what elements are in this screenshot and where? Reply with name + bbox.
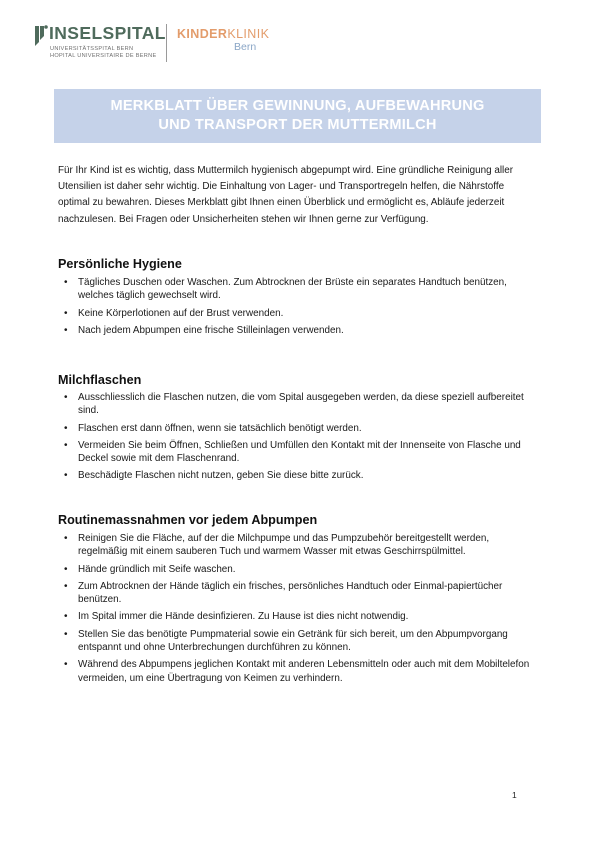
list-item-text: Vermeiden Sie beim Öffnen, Schließen und Umfüllen den Kontakt mit der Innenseite von Flasche und Deckel sowie mit dem Flaschenrand. xyxy=(78,439,521,465)
list-item-text: Im Spital immer die Hände desinfizieren. Zu Hause ist dies nicht notwendig. xyxy=(78,611,409,623)
clinic-city: Bern xyxy=(234,41,257,53)
list-item-text: Flaschen erst dann öffnen, wenn sie tatsächlich benötigt werden. xyxy=(78,422,362,434)
section-list-routine xyxy=(58,532,538,689)
section-list-bottles xyxy=(58,391,538,487)
bullet-icon: • xyxy=(64,307,68,319)
header-divider xyxy=(166,24,167,62)
list-item-text: Nach jedem Abpumpen eine frische Stilleinlagen verwenden. xyxy=(78,324,344,336)
list-item xyxy=(58,469,538,482)
list-item-text: Hände gründlich mit Seife waschen. xyxy=(78,563,236,575)
inselspital-logo-icon xyxy=(34,24,48,48)
list-item-text: Stellen Sie das benötigte Pumpmaterial sowie ein Getränk für sich bereit, um den Abpumpvorgang entspannt und ohne Unterbrechungen durchführen zu können. xyxy=(78,628,508,654)
document-title-line-2: UND TRANSPORT DER MUTTERMILCH xyxy=(158,117,437,133)
bullet-icon: • xyxy=(64,422,68,434)
bullet-icon: • xyxy=(64,563,68,575)
document-title-box xyxy=(54,89,541,143)
bullet-icon: • xyxy=(64,659,68,671)
list-item-text: Beschädigte Flaschen nicht nutzen, geben Sie diese bitte zurück. xyxy=(78,470,364,482)
list-item xyxy=(58,658,538,685)
document-title-line-1: MERKBLATT ÜBER GEWINNUNG, AUFBEWAHRUNG xyxy=(110,98,485,114)
clinic-name-light: KLINIK xyxy=(227,27,270,41)
clinic-name-bold: KINDER xyxy=(177,27,228,41)
list-item xyxy=(58,628,538,655)
list-item-text: Zum Abtrocknen der Hände täglich ein frisches, persönliches Handtuch oder Einmal-papiertücher benützen. xyxy=(78,580,503,606)
bullet-icon: • xyxy=(64,533,68,544)
list-item xyxy=(58,307,538,320)
list-item xyxy=(58,580,538,607)
list-item-text: Ausschliesslich die Flaschen nutzen, die vom Spital ausgegeben werden, da diese speziell aufbereitet sind. xyxy=(78,392,524,417)
list-item xyxy=(58,563,538,576)
list-item xyxy=(58,610,538,623)
list-item xyxy=(58,324,538,337)
intro-paragraph: Für Ihr Kind ist es wichtig, dass Muttermilch hygienisch abgepumpt wird. Eine gründliche Reinigung aller Utensilien ist daher sehr wichtig. Die Einhaltung von Lager- und Transportregeln helfen, die Nährstoffe optimal zu bewahren. Dieses Merkblatt gibt Ihnen einen Überblick und ermöglicht es, Abläufe jederzeit nachzulesen. Bei Fragen oder Unsicherheiten stehen wir Ihnen gerne zur Verfügung. xyxy=(58,165,514,225)
section-heading-hygiene: Persönliche Hygiene xyxy=(58,257,182,271)
bullet-icon: • xyxy=(64,628,68,640)
bullet-icon: • xyxy=(64,439,68,451)
list-item-text: Reinigen Sie die Fläche, auf der die Milchpumpe und das Pumpzubehör bereitgestellt werden, regelmäßig mit einem sauberen Tuch und warmem Wasser mit etwas Geschirrspülmittel. xyxy=(78,533,490,558)
page-number: 1 xyxy=(512,790,517,800)
bullet-icon: • xyxy=(64,324,68,336)
section-heading-routine: Routinemassnahmen vor jedem Abpumpen xyxy=(58,513,318,527)
section-heading-bottles: Milchflaschen xyxy=(58,373,142,387)
list-item xyxy=(58,391,538,418)
bullet-icon: • xyxy=(64,277,68,288)
page-header xyxy=(34,22,334,64)
clinic-name xyxy=(177,27,269,41)
brand-subtitle-de: UNIVERSITÄTSSPITAL BERN xyxy=(50,46,134,52)
section-list-hygiene xyxy=(58,276,538,341)
bullet-icon: • xyxy=(64,580,68,592)
list-item xyxy=(58,532,538,559)
bullet-icon: • xyxy=(64,392,68,403)
list-item xyxy=(58,276,538,303)
bullet-icon: • xyxy=(64,611,68,623)
list-item-text: Während des Abpumpens jeglichen Kontakt mit anderen Lebensmitteln oder auch mit dem Mobiltelefon vermeiden, um eine Übertragung von Keimen zu verhindern. xyxy=(78,659,530,684)
list-item xyxy=(58,439,538,466)
list-item-text: Keine Körperlotionen auf der Brust verwenden. xyxy=(78,307,284,319)
brand-subtitle-fr: HOPITAL UNIVERSITAIRE DE BERNE xyxy=(50,53,157,59)
list-item-text: Tägliches Duschen oder Waschen. Zum Abtrocknen der Brüste ein separates Handtuch benützen, welches täglich gewechselt wird. xyxy=(78,277,507,302)
bullet-icon: • xyxy=(64,470,68,482)
brand-name: INSELSPITAL xyxy=(49,23,166,43)
list-item xyxy=(58,422,538,435)
